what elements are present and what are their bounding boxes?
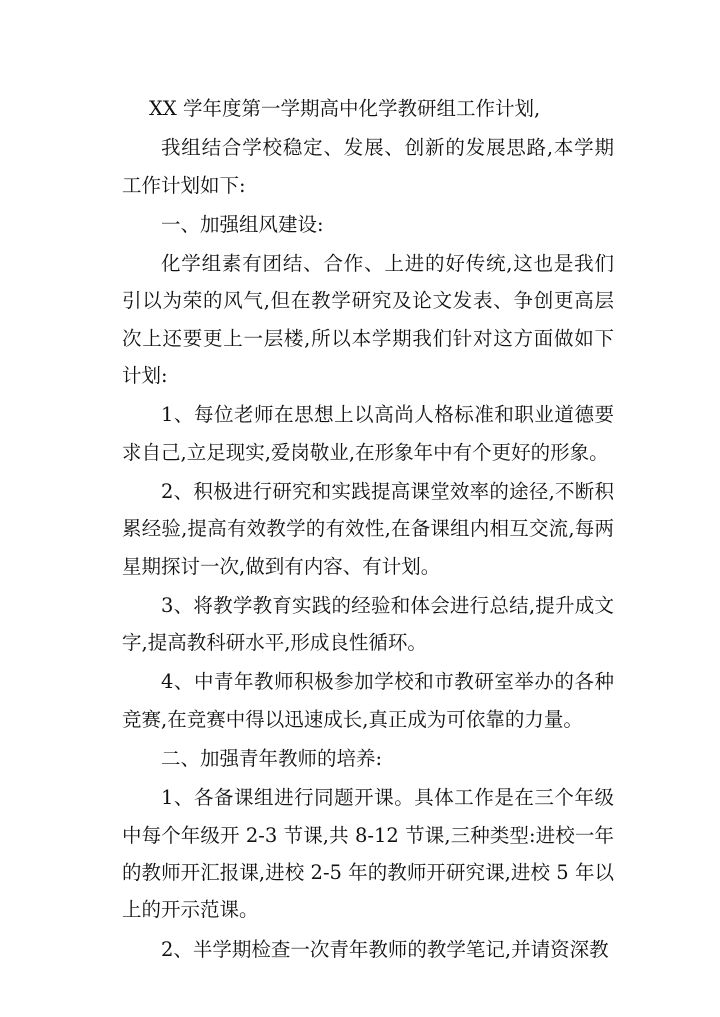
paragraph-section-1-intro: 化学组素有团结、合作、上进的好传统,这也是我们引以为荣的风气,但在教学研究及论文发表、争创更高层次上还要更上一层楼,所以本学期我们针对这方面做如下计划: xyxy=(122,252,614,388)
list-item-1-2: 2、积极进行研究和实践提高课堂效率的途径,不断积累经验,提高有效教学的有效性,在备课组内相互交流,每两星期探讨一次,做到有内容、有计划。 xyxy=(122,479,614,578)
list-item-1-4: 4、中青年教师积极参加学校和市教研室举办的各种竞赛,在竞赛中得以迅速成长,真正成为可依靠的力量。 xyxy=(122,670,614,731)
document-body xyxy=(122,90,614,968)
list-item-2-2: 2、半学期检查一次青年教师的教学笔记,并请资深教 xyxy=(161,937,609,961)
list-item-1-1: 1、每位老师在思想上以高尚人格标准和职业道德要求自己,立足现实,爱岗敬业,在形象年中有个更好的形象。 xyxy=(122,403,614,464)
section-heading-1: 一、加强组风建设: xyxy=(161,212,324,236)
list-item-2-1: 1、各备课组进行同题开课。具体工作是在三个年级中每个年级开 2-3 节课,共 8-12 节课,三种类型:进校一年的教师开汇报课,进校 2-5 年的教师开研究课,进校 5 年以上的开示范课。 xyxy=(122,786,614,922)
section-heading-2: 二、加强青年教师的培养: xyxy=(161,747,383,771)
paragraph-intro: 我组结合学校稳定、发展、创新的发展思路,本学期工作计划如下: xyxy=(122,136,614,197)
list-item-1-3: 3、将教学教育实践的经验和体会进行总结,提升成文字,提高教科研水平,形成良性循环。 xyxy=(122,593,614,655)
document-title: XX 学年度第一学期高中化学教研组工作计划, xyxy=(149,97,541,120)
